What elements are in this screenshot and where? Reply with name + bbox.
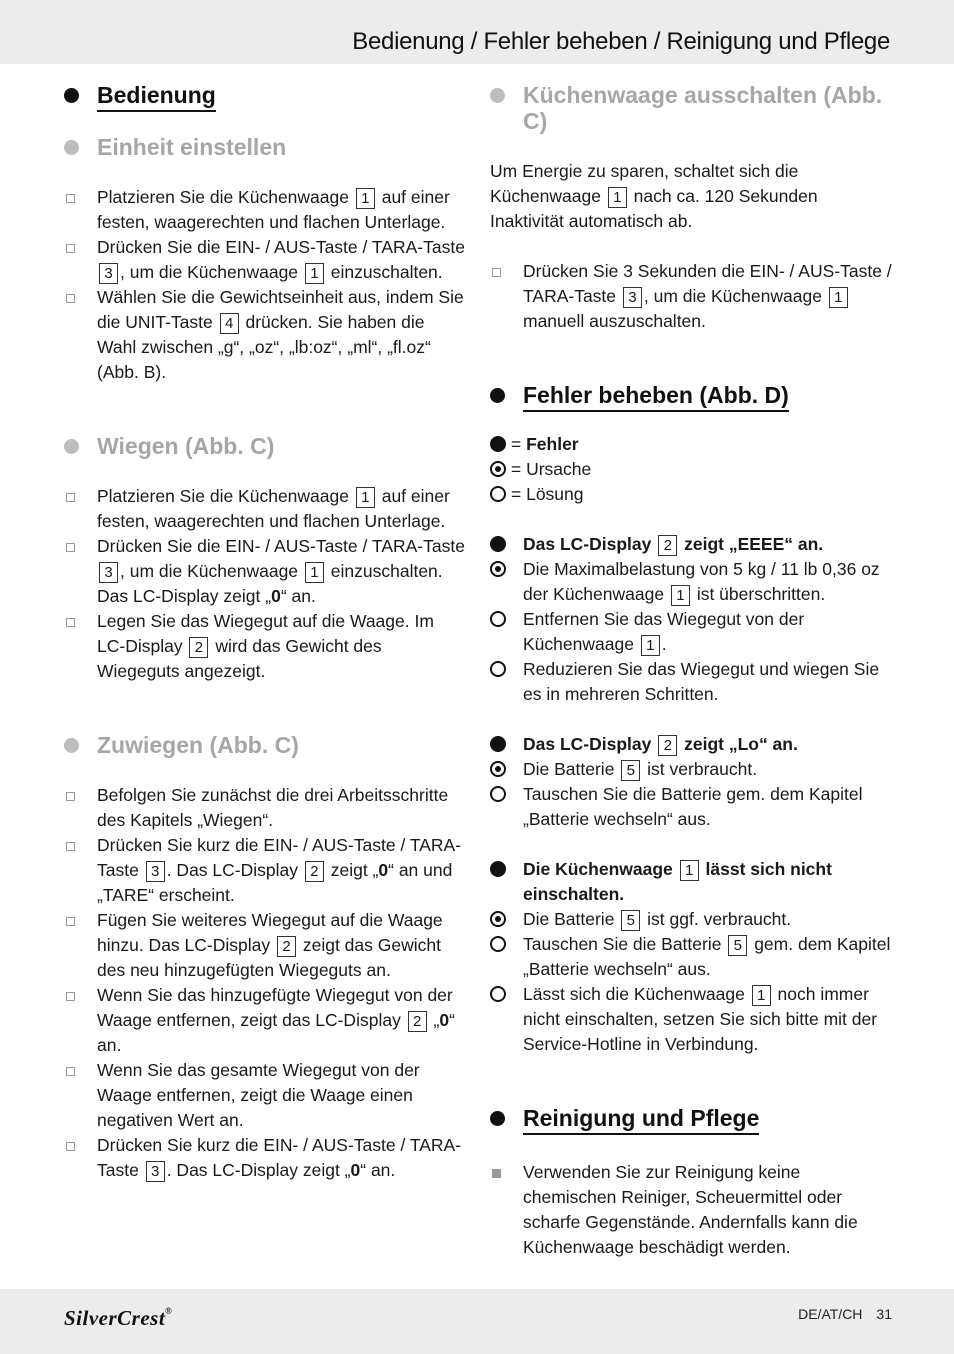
part-ref: 1 xyxy=(641,635,660,656)
checkbox-bullet-icon xyxy=(66,194,75,203)
list-item: Legen Sie das Wiegegut auf die Waage. Im LC-Display 2 wird das Gewicht des Wiegeguts angezeigt. xyxy=(64,609,466,684)
part-ref: 2 xyxy=(658,535,677,556)
cause-item: Die Batterie 5 ist ggf. verbraucht. xyxy=(490,907,892,932)
part-ref: 1 xyxy=(356,487,375,508)
fault-item: Die Küchenwaage 1 lässt sich nicht einschalten. xyxy=(490,857,892,907)
paragraph: Um Energie zu sparen, schaltet sich die Küchenwaage 1 nach ca. 120 Sekunden Inaktivität automatisch ab. xyxy=(490,161,818,231)
list-item: Drücken Sie kurz die EIN- / AUS-Taste / TARA-Taste 3 . Das LC-Display zeigt „0“ an. xyxy=(64,1133,466,1183)
list-item: Drücken Sie die EIN- / AUS-Taste / TARA-Taste 3 , um die Küchenwaage 1 einzuschalten. xyxy=(64,235,466,285)
heading-fehler-beheben: Fehler beheben (Abb. D) xyxy=(490,382,892,412)
checkbox-bullet-icon xyxy=(66,244,75,253)
fault-icon xyxy=(490,436,506,452)
checkbox-bullet-icon xyxy=(66,1142,75,1151)
part-ref: 2 xyxy=(189,637,208,658)
checkbox-bullet-icon xyxy=(66,792,75,801)
solution-icon xyxy=(490,661,506,677)
heading-wiegen: Wiegen (Abb. C) xyxy=(64,433,466,459)
heading-bullet-icon xyxy=(64,88,79,103)
part-ref: 3 xyxy=(99,263,118,284)
list-item: Fügen Sie weiteres Wiegegut auf die Waage hinzu. Das LC-Display 2 zeigt das Gewicht des neu hinzugefügten Wiegeguts an. xyxy=(64,908,466,983)
legend-fault: = Fehler xyxy=(490,432,892,457)
heading-einheit-einstellen: Einheit einstellen xyxy=(64,134,466,160)
checkbox-bullet-icon xyxy=(66,1067,75,1076)
checkbox-bullet-icon xyxy=(492,268,501,277)
solution-item: Lässt sich die Küchenwaage 1 noch immer nicht einschalten, setzen Sie sich bitte mit der Service-Hotline in Verbindung. xyxy=(490,982,892,1057)
fault-item: Das LC-Display 2 zeigt „EEEE“ an. xyxy=(490,532,892,557)
part-ref: 1 xyxy=(608,187,627,208)
fault-icon xyxy=(490,736,506,752)
heading-bedienung: Bedienung xyxy=(64,82,466,112)
part-ref: 3 xyxy=(623,287,642,308)
part-ref: 1 xyxy=(356,188,375,209)
solution-icon xyxy=(490,986,506,1002)
list-item: Wenn Sie das hinzugefügte Wiegegut von der Waage entfernen, zeigt das LC-Display 2 „0“ an. xyxy=(64,983,466,1058)
solution-item: Tauschen Sie die Batterie 5 gem. dem Kapitel „Batterie wechseln“ aus. xyxy=(490,932,892,982)
legend-solution: = Lösung xyxy=(490,482,892,507)
page-title: Bedienung / Fehler beheben / Reinigung und Pflege xyxy=(352,28,890,55)
solution-icon xyxy=(490,936,506,952)
cause-item: Die Batterie 5 ist verbraucht. xyxy=(490,757,892,782)
list-item: Wenn Sie das gesamte Wiegegut von der Waage entfernen, zeigt die Waage einen negativen Wert an. xyxy=(64,1058,466,1133)
list-item: Verwenden Sie zur Reinigung keine chemischen Reiniger, Scheuermittel oder scharfe Gegenstände. Andernfalls kann die Küchenwaage beschädigt werden. xyxy=(490,1160,892,1260)
square-bullet-icon xyxy=(492,1169,501,1178)
heading-zuwiegen: Zuwiegen (Abb. C) xyxy=(64,732,466,758)
part-ref: 1 xyxy=(752,985,771,1006)
trouble-group-no-power xyxy=(490,857,892,1057)
heading-bullet-icon xyxy=(64,439,79,454)
checkbox-bullet-icon xyxy=(66,917,75,926)
brand-logo: SilverCrest® xyxy=(64,1306,173,1330)
cause-icon xyxy=(490,461,506,477)
part-ref: 2 xyxy=(277,936,296,957)
heading-ausschalten: Küchenwaage ausschalten (Abb. C) xyxy=(490,82,892,134)
part-ref: 5 xyxy=(728,935,747,956)
part-ref: 5 xyxy=(621,910,640,931)
cause-icon xyxy=(490,561,506,577)
trouble-group-lo xyxy=(490,732,892,832)
heading-bullet-icon xyxy=(64,140,79,155)
part-ref: 4 xyxy=(220,313,239,334)
list-item: Platzieren Sie die Küchenwaage 1 auf einer festen, waagerechten und flachen Unterlage. xyxy=(64,185,466,235)
fault-icon xyxy=(490,536,506,552)
part-ref: 5 xyxy=(621,760,640,781)
part-ref: 1 xyxy=(671,585,690,606)
heading-bullet-icon xyxy=(490,388,505,403)
heading-bullet-icon xyxy=(64,738,79,753)
part-ref: 2 xyxy=(408,1011,427,1032)
checkbox-bullet-icon xyxy=(66,842,75,851)
checkbox-bullet-icon xyxy=(66,543,75,552)
list-item: Drücken Sie kurz die EIN- / AUS-Taste / TARA-Taste 3 . Das LC-Display 2 zeigt „0“ an und „TARE“ erscheint. xyxy=(64,833,466,908)
solution-icon xyxy=(490,611,506,627)
heading-bullet-icon xyxy=(490,88,505,103)
part-ref: 3 xyxy=(146,1161,165,1182)
solution-item: Entfernen Sie das Wiegegut von der Küchenwaage 1 . xyxy=(490,607,892,657)
checkbox-bullet-icon xyxy=(66,992,75,1001)
legend-cause: = Ursache xyxy=(490,457,892,482)
part-ref: 1 xyxy=(829,287,848,308)
fault-item: Das LC-Display 2 zeigt „Lo“ an. xyxy=(490,732,892,757)
cause-icon xyxy=(490,761,506,777)
part-ref: 3 xyxy=(146,861,165,882)
list-item: Befolgen Sie zunächst die drei Arbeitsschritte des Kapitels „Wiegen“. xyxy=(64,783,466,833)
solution-item: Tauschen Sie die Batterie gem. dem Kapitel „Batterie wechseln“ aus. xyxy=(490,782,892,832)
checkbox-bullet-icon xyxy=(66,294,75,303)
locale-label: DE/AT/CH xyxy=(798,1306,863,1322)
list-item: Drücken Sie die EIN- / AUS-Taste / TARA-Taste 3 , um die Küchenwaage 1 einzuschalten. Das LC-Display zeigt „0“ an. xyxy=(64,534,466,609)
heading-bullet-icon xyxy=(490,1111,505,1126)
solution-icon xyxy=(490,486,506,502)
checkbox-bullet-icon xyxy=(66,618,75,627)
solution-icon xyxy=(490,786,506,802)
solution-item: Reduzieren Sie das Wiegegut und wiegen Sie es in mehreren Schritten. xyxy=(490,657,892,707)
list-item: Drücken Sie 3 Sekunden die EIN- / AUS-Taste / TARA-Taste 3 , um die Küchenwaage 1 manuell auszuschalten. xyxy=(490,259,892,334)
left-column xyxy=(64,80,466,1183)
cause-icon xyxy=(490,911,506,927)
list-item: Wählen Sie die Gewichtseinheit aus, indem Sie die UNIT-Taste 4 drücken. Sie haben die Wahl zwischen „g“, „oz“, „lb:oz“, „ml“, „fl.oz“ (Abb. B). xyxy=(64,285,466,385)
part-ref: 1 xyxy=(680,860,699,881)
trouble-group-eeee xyxy=(490,532,892,707)
heading-reinigung-pflege: Reinigung und Pflege xyxy=(490,1105,892,1135)
fault-icon xyxy=(490,861,506,877)
part-ref: 1 xyxy=(305,263,324,284)
part-ref: 2 xyxy=(658,735,677,756)
page-number: 31 xyxy=(876,1306,892,1322)
part-ref: 1 xyxy=(305,562,324,583)
checkbox-bullet-icon xyxy=(66,493,75,502)
part-ref: 3 xyxy=(99,562,118,583)
footer-meta xyxy=(784,1306,892,1322)
list-item: Platzieren Sie die Küchenwaage 1 auf einer festen, waagerechten und flachen Unterlage. xyxy=(64,484,466,534)
cause-item: Die Maximalbelastung von 5 kg / 11 lb 0,36 oz der Küchenwaage 1 ist überschritten. xyxy=(490,557,892,607)
part-ref: 2 xyxy=(305,861,324,882)
right-column xyxy=(490,80,892,1260)
